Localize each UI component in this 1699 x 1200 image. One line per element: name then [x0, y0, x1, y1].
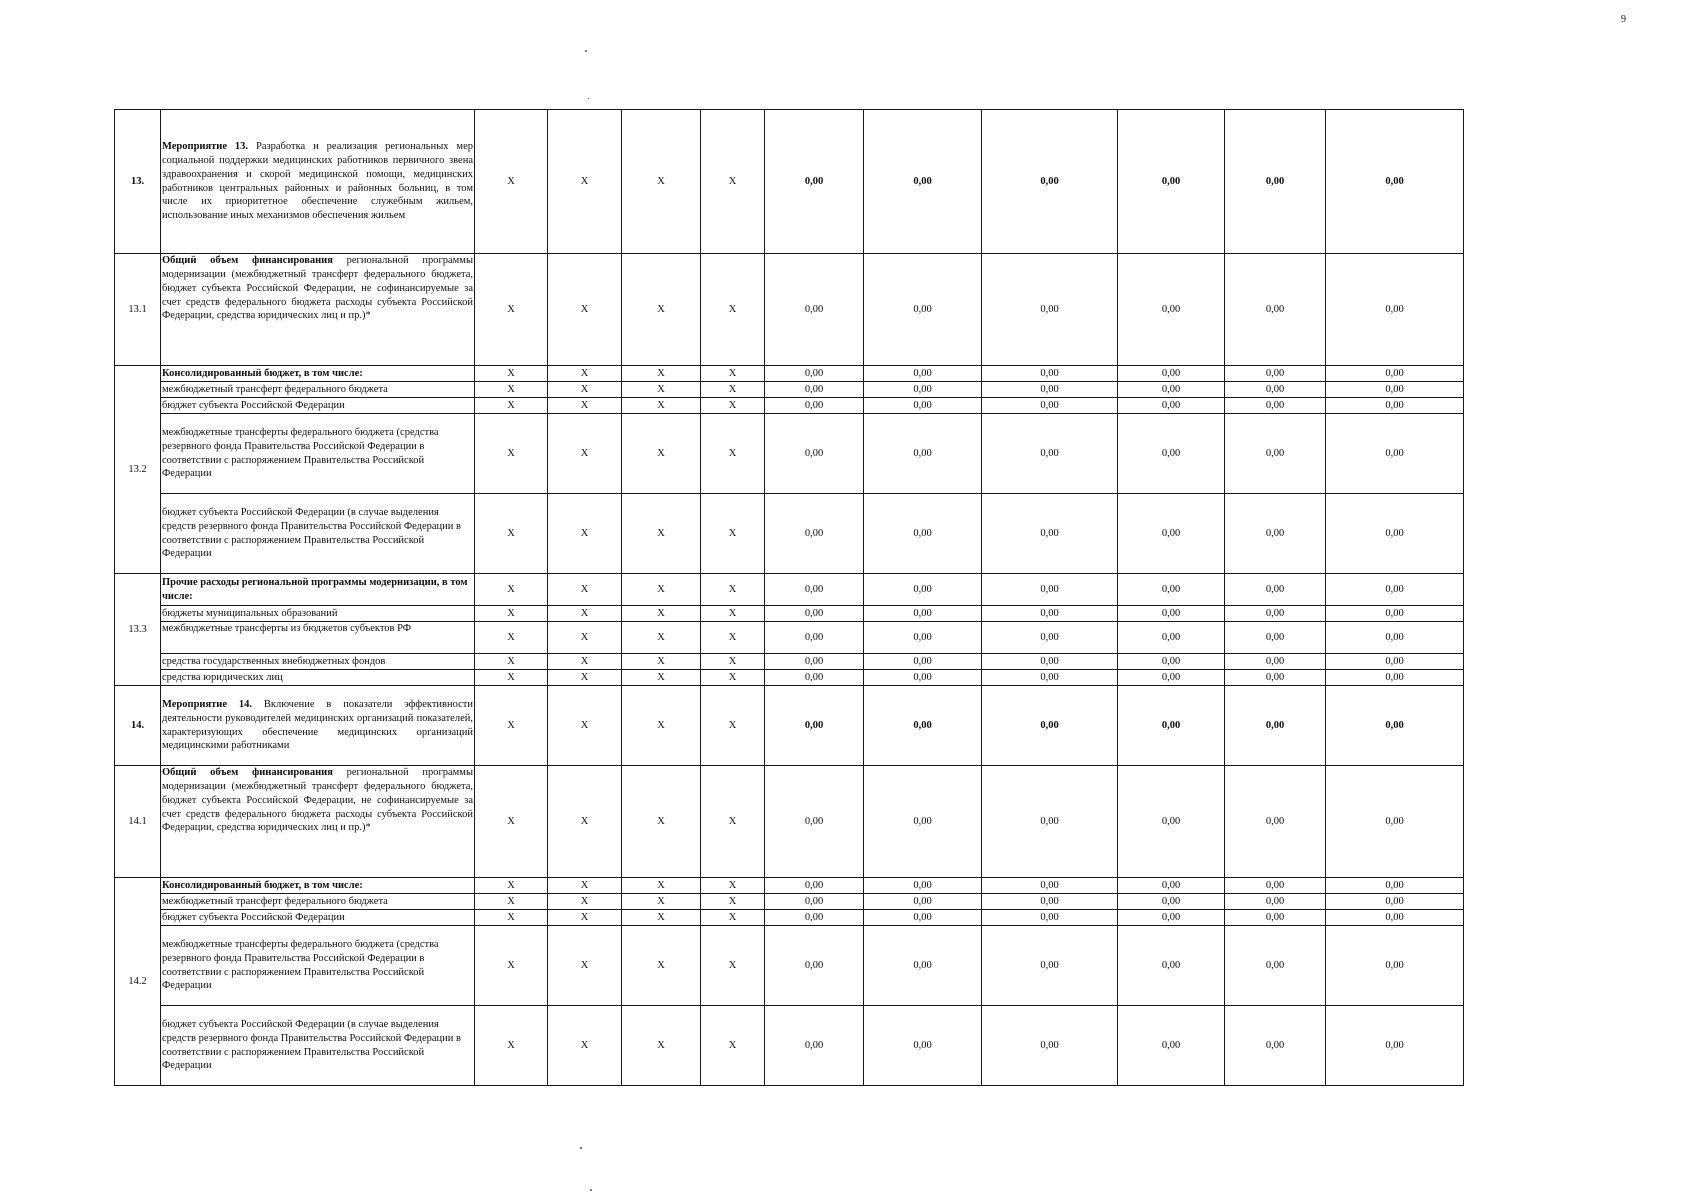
x-cell: X [622, 606, 701, 622]
value-cell: 0,00 [864, 398, 982, 414]
value-cell: 0,00 [982, 686, 1118, 766]
value-cell: 0,00 [1225, 494, 1326, 574]
value-cell: 0,00 [864, 654, 982, 670]
row-number: 14.2 [115, 878, 161, 1086]
value-cell: 0,00 [1326, 398, 1464, 414]
table-row-13-1 [115, 254, 1464, 366]
value-cell: 0,00 [1118, 926, 1225, 1006]
x-cell: X [548, 686, 622, 766]
x-cell: X [475, 622, 548, 654]
x-cell: X [701, 910, 765, 926]
value-cell: 0,00 [864, 366, 982, 382]
x-cell: X [622, 382, 701, 398]
value-cell: 0,00 [1118, 766, 1225, 878]
x-cell: X [701, 926, 765, 1006]
value-cell: 0,00 [1225, 766, 1326, 878]
row-description [161, 766, 475, 878]
scan-speck [588, 98, 589, 99]
value-cell: 0,00 [1326, 494, 1464, 574]
value-cell: 0,00 [765, 910, 864, 926]
value-cell: 0,00 [765, 574, 864, 606]
row-description: бюджет субъекта Российской Федерации (в случае выделения средств резервного фонда Правительства Российской Федерации в соответствии с распоряжением Правительства Российской Федерации [161, 1006, 475, 1086]
value-cell: 0,00 [1118, 622, 1225, 654]
x-cell: X [622, 654, 701, 670]
value-cell: 0,00 [1326, 766, 1464, 878]
row-number: 13. [115, 110, 161, 254]
row-description: бюджет субъекта Российской Федерации [161, 910, 475, 926]
value-cell: 0,00 [1326, 414, 1464, 494]
x-cell: X [475, 574, 548, 606]
x-cell: X [622, 494, 701, 574]
value-cell: 0,00 [864, 894, 982, 910]
value-cell: 0,00 [982, 670, 1118, 686]
value-cell: 0,00 [1225, 910, 1326, 926]
x-cell: X [622, 414, 701, 494]
value-cell: 0,00 [1326, 366, 1464, 382]
value-cell: 0,00 [982, 878, 1118, 894]
row-description: межбюджетные трансферты федерального бюджета (средства резервного фонда Правительства Российской Федерации в соответствии с распоряжением Правительства Российской Федерации [161, 414, 475, 494]
x-cell: X [475, 654, 548, 670]
x-cell: X [622, 366, 701, 382]
scan-speck [585, 50, 587, 52]
page-number: 9 [1621, 14, 1626, 25]
x-cell: X [622, 110, 701, 254]
row-description: Консолидированный бюджет, в том числе: [161, 878, 475, 894]
value-cell: 0,00 [765, 894, 864, 910]
x-cell: X [548, 766, 622, 878]
desc-bold: Мероприятие 14. [162, 698, 253, 710]
x-cell: X [475, 382, 548, 398]
row-number: 13.2 [115, 366, 161, 574]
x-cell: X [622, 574, 701, 606]
x-cell: X [701, 878, 765, 894]
table-row-13-2-reserve-transfer [115, 414, 1464, 494]
value-cell: 0,00 [982, 766, 1118, 878]
value-cell: 0,00 [864, 494, 982, 574]
x-cell: X [701, 686, 765, 766]
x-cell: X [548, 878, 622, 894]
value-cell: 0,00 [1225, 574, 1326, 606]
x-cell: X [475, 110, 548, 254]
value-cell: 0,00 [765, 1006, 864, 1086]
value-cell: 0,00 [765, 670, 864, 686]
table-row-13 [115, 110, 1464, 254]
value-cell: 0,00 [1118, 366, 1225, 382]
value-cell: 0,00 [982, 254, 1118, 366]
value-cell: 0,00 [1118, 894, 1225, 910]
value-cell: 0,00 [1225, 382, 1326, 398]
x-cell: X [548, 574, 622, 606]
x-cell: X [701, 398, 765, 414]
table-row-13-3-legal-entities [115, 670, 1464, 686]
value-cell: 0,00 [765, 654, 864, 670]
row-description: бюджеты муниципальных образований [161, 606, 475, 622]
value-cell: 0,00 [765, 398, 864, 414]
value-cell: 0,00 [1225, 1006, 1326, 1086]
table-row-14-2-reserve-transfer [115, 926, 1464, 1006]
row-number: 14. [115, 686, 161, 766]
x-cell: X [475, 878, 548, 894]
x-cell: X [701, 670, 765, 686]
value-cell: 0,00 [982, 894, 1118, 910]
value-cell: 0,00 [765, 494, 864, 574]
row-description [161, 110, 475, 254]
x-cell: X [475, 910, 548, 926]
value-cell: 0,00 [1118, 910, 1225, 926]
x-cell: X [548, 926, 622, 1006]
value-cell: 0,00 [1326, 1006, 1464, 1086]
x-cell: X [475, 670, 548, 686]
value-cell: 0,00 [1118, 254, 1225, 366]
table-row-14-2-federal-transfer [115, 894, 1464, 910]
value-cell: 0,00 [864, 414, 982, 494]
value-cell: 0,00 [1326, 110, 1464, 254]
table-row-14-2-reserve-subject [115, 1006, 1464, 1086]
value-cell: 0,00 [982, 1006, 1118, 1086]
row-description: Консолидированный бюджет, в том числе: [161, 366, 475, 382]
x-cell: X [548, 606, 622, 622]
value-cell: 0,00 [982, 654, 1118, 670]
row-description [161, 686, 475, 766]
value-cell: 0,00 [864, 574, 982, 606]
table-row-14-1 [115, 766, 1464, 878]
x-cell: X [701, 766, 765, 878]
value-cell: 0,00 [864, 926, 982, 1006]
value-cell: 0,00 [1225, 622, 1326, 654]
value-cell: 0,00 [765, 926, 864, 1006]
row-description: межбюджетный трансферт федерального бюджета [161, 894, 475, 910]
row-description: бюджет субъекта Российской Федерации (в случае выделения средств резервного фонда Правительства Российской Федерации в соответствии с распоряжением Правительства Российской Федерации [161, 494, 475, 574]
x-cell: X [475, 1006, 548, 1086]
value-cell: 0,00 [1118, 494, 1225, 574]
row-number: 14.1 [115, 766, 161, 878]
row-description: Прочие расходы региональной программы модернизации, в том числе: [161, 574, 475, 606]
table-row-14-2-subject-budget [115, 910, 1464, 926]
value-cell: 0,00 [1326, 606, 1464, 622]
value-cell: 0,00 [864, 686, 982, 766]
value-cell: 0,00 [765, 622, 864, 654]
value-cell: 0,00 [765, 414, 864, 494]
value-cell: 0,00 [765, 366, 864, 382]
x-cell: X [622, 686, 701, 766]
financing-table [114, 109, 1464, 1086]
value-cell: 0,00 [982, 398, 1118, 414]
value-cell: 0,00 [1118, 654, 1225, 670]
x-cell: X [475, 366, 548, 382]
scan-speck [590, 1189, 592, 1191]
x-cell: X [701, 414, 765, 494]
value-cell: 0,00 [765, 254, 864, 366]
x-cell: X [475, 398, 548, 414]
x-cell: X [701, 382, 765, 398]
value-cell: 0,00 [1225, 894, 1326, 910]
x-cell: X [701, 366, 765, 382]
value-cell: 0,00 [765, 382, 864, 398]
table-row-13-2-reserve-subject [115, 494, 1464, 574]
scan-speck [580, 1147, 582, 1149]
value-cell: 0,00 [1225, 878, 1326, 894]
value-cell: 0,00 [864, 382, 982, 398]
x-cell: X [475, 686, 548, 766]
desc-text: региональной программы модернизации (межбюджетный трансферт федерального бюджета, бюджет субъекта Российской Федерации, не софинансируемые за счет средств федерального бюджета расходы субъекта Российской Федерации, средства юридических лиц и пр.)* [162, 255, 473, 322]
table-row-14-2-consolidated [115, 878, 1464, 894]
row-description: бюджет субъекта Российской Федерации [161, 398, 475, 414]
value-cell: 0,00 [1118, 574, 1225, 606]
desc-bold: Мероприятие 13. [162, 140, 249, 152]
value-cell: 0,00 [1225, 654, 1326, 670]
value-cell: 0,00 [1225, 398, 1326, 414]
value-cell: 0,00 [1326, 910, 1464, 926]
x-cell: X [548, 398, 622, 414]
value-cell: 0,00 [864, 606, 982, 622]
x-cell: X [475, 926, 548, 1006]
value-cell: 0,00 [982, 414, 1118, 494]
value-cell: 0,00 [1118, 670, 1225, 686]
value-cell: 0,00 [982, 606, 1118, 622]
value-cell: 0,00 [864, 1006, 982, 1086]
value-cell: 0,00 [864, 622, 982, 654]
x-cell: X [548, 910, 622, 926]
value-cell: 0,00 [1326, 622, 1464, 654]
value-cell: 0,00 [982, 910, 1118, 926]
x-cell: X [701, 254, 765, 366]
x-cell: X [548, 654, 622, 670]
value-cell: 0,00 [1118, 1006, 1225, 1086]
table-row-13-2-consolidated [115, 366, 1464, 382]
desc-text: региональной программы модернизации (межбюджетный трансферт федерального бюджета, бюджет субъекта Российской Федерации, не софинансируемые за счет средств федерального бюджета расходы субъекта Российской Федерации, средства юридических лиц и пр.)* [162, 767, 473, 834]
row-description: межбюджетный трансферт федерального бюджета [161, 382, 475, 398]
value-cell: 0,00 [1118, 110, 1225, 254]
x-cell: X [701, 110, 765, 254]
x-cell: X [548, 254, 622, 366]
desc-text: Включение в показатели эффективности деятельности руководителей медицинских организаций показателей, характеризующих обеспечение медицинских организаций медицинскими работниками [162, 698, 473, 752]
row-description [161, 254, 475, 366]
value-cell: 0,00 [765, 878, 864, 894]
x-cell: X [701, 606, 765, 622]
value-cell: 0,00 [1225, 686, 1326, 766]
x-cell: X [701, 622, 765, 654]
table-row-13-3-offbudget-funds [115, 654, 1464, 670]
value-cell: 0,00 [1225, 926, 1326, 1006]
value-cell: 0,00 [1225, 366, 1326, 382]
value-cell: 0,00 [1225, 110, 1326, 254]
value-cell: 0,00 [765, 686, 864, 766]
value-cell: 0,00 [1326, 894, 1464, 910]
value-cell: 0,00 [982, 366, 1118, 382]
table-row-13-3-other [115, 574, 1464, 606]
x-cell: X [548, 110, 622, 254]
x-cell: X [548, 670, 622, 686]
value-cell: 0,00 [1326, 878, 1464, 894]
x-cell: X [622, 878, 701, 894]
value-cell: 0,00 [1118, 606, 1225, 622]
value-cell: 0,00 [765, 766, 864, 878]
x-cell: X [475, 766, 548, 878]
x-cell: X [622, 766, 701, 878]
value-cell: 0,00 [1326, 654, 1464, 670]
x-cell: X [475, 894, 548, 910]
x-cell: X [622, 254, 701, 366]
value-cell: 0,00 [1326, 382, 1464, 398]
value-cell: 0,00 [1326, 254, 1464, 366]
x-cell: X [548, 382, 622, 398]
x-cell: X [475, 606, 548, 622]
x-cell: X [475, 494, 548, 574]
x-cell: X [622, 622, 701, 654]
x-cell: X [701, 1006, 765, 1086]
desc-text: Разработка и реализация региональных мер социальной поддержки медицинских работников первичного звена здравоохранения и скорой медицинской помощи, медицинских работников центральных районных и районных больниц, в том числе их приоритетное обеспечение служебным жильем, использование иных механизмов обеспечения жильем [162, 140, 473, 222]
x-cell: X [548, 622, 622, 654]
value-cell: 0,00 [1225, 414, 1326, 494]
x-cell: X [548, 366, 622, 382]
table-row-13-2-subject-budget [115, 398, 1464, 414]
row-description: межбюджетные трансферты федерального бюджета (средства резервного фонда Правительства Российской Федерации в соответствии с распоряжением Правительства Российской Федерации [161, 926, 475, 1006]
x-cell: X [475, 414, 548, 494]
desc-bold: Общий объем финансирования [162, 255, 333, 266]
value-cell: 0,00 [1326, 574, 1464, 606]
x-cell: X [701, 494, 765, 574]
value-cell: 0,00 [864, 910, 982, 926]
value-cell: 0,00 [982, 574, 1118, 606]
value-cell: 0,00 [765, 110, 864, 254]
row-number: 13.1 [115, 254, 161, 366]
value-cell: 0,00 [982, 926, 1118, 1006]
value-cell: 0,00 [1326, 686, 1464, 766]
value-cell: 0,00 [864, 766, 982, 878]
x-cell: X [475, 254, 548, 366]
value-cell: 0,00 [1118, 398, 1225, 414]
value-cell: 0,00 [1225, 254, 1326, 366]
value-cell: 0,00 [982, 110, 1118, 254]
value-cell: 0,00 [1225, 670, 1326, 686]
value-cell: 0,00 [864, 670, 982, 686]
table-row-13-3-municipal [115, 606, 1464, 622]
value-cell: 0,00 [982, 494, 1118, 574]
x-cell: X [548, 1006, 622, 1086]
x-cell: X [622, 1006, 701, 1086]
value-cell: 0,00 [1118, 382, 1225, 398]
value-cell: 0,00 [864, 110, 982, 254]
x-cell: X [622, 894, 701, 910]
x-cell: X [701, 574, 765, 606]
value-cell: 0,00 [765, 606, 864, 622]
value-cell: 0,00 [1118, 878, 1225, 894]
value-cell: 0,00 [982, 382, 1118, 398]
row-description: межбюджетные трансферты из бюджетов субъектов РФ [161, 622, 475, 654]
value-cell: 0,00 [1326, 670, 1464, 686]
value-cell: 0,00 [864, 254, 982, 366]
table-row-13-3-subject-transfers [115, 622, 1464, 654]
value-cell: 0,00 [982, 622, 1118, 654]
x-cell: X [548, 494, 622, 574]
value-cell: 0,00 [864, 878, 982, 894]
value-cell: 0,00 [1225, 606, 1326, 622]
x-cell: X [622, 398, 701, 414]
value-cell: 0,00 [1326, 926, 1464, 1006]
x-cell: X [548, 414, 622, 494]
x-cell: X [548, 894, 622, 910]
x-cell: X [701, 654, 765, 670]
x-cell: X [622, 926, 701, 1006]
row-description: средства юридических лиц [161, 670, 475, 686]
x-cell: X [622, 910, 701, 926]
table-row-14 [115, 686, 1464, 766]
x-cell: X [701, 894, 765, 910]
value-cell: 0,00 [1118, 414, 1225, 494]
table-row-13-2-federal-transfer [115, 382, 1464, 398]
row-description: средства государственных внебюджетных фондов [161, 654, 475, 670]
x-cell: X [622, 670, 701, 686]
desc-bold: Общий объем финансирования [162, 767, 333, 778]
row-number: 13.3 [115, 574, 161, 686]
value-cell: 0,00 [1118, 686, 1225, 766]
